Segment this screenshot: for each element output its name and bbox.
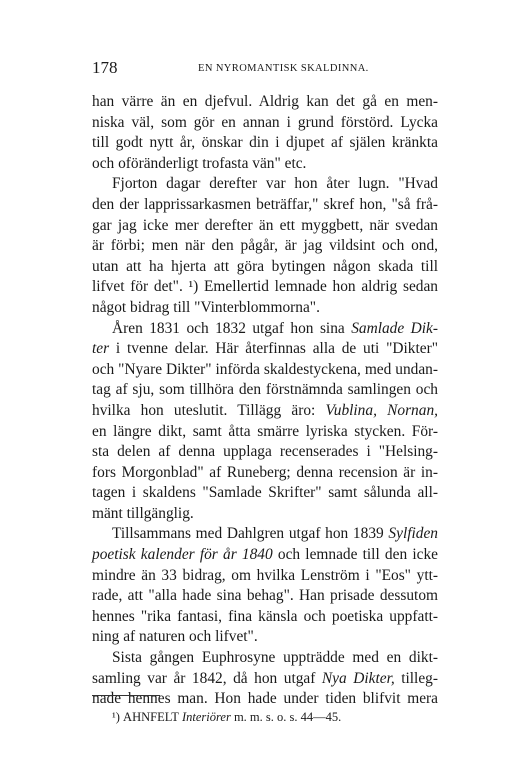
text-line: hvilka hon uteslutit. Tillägg äro: Vublina, Nornan,: [92, 401, 438, 419]
text-line: gar jag icke mer derefter än ett myggbett, när svedan: [92, 216, 438, 234]
text-line: nade hennes man. Hon hade under tiden blifvit mera: [92, 690, 438, 708]
footnote-marker: ¹): [112, 710, 120, 724]
text-line: ning af naturen och lifvet".: [92, 628, 258, 646]
text-line: han värre än en djefvul. Aldrig kan det gå en men-: [92, 93, 438, 110]
footnote: [112, 710, 341, 725]
footnote-rule: [92, 695, 160, 696]
text-line: Åren 1831 och 1832 utgaf hon sina Samlade Dik-: [112, 319, 438, 337]
text-line: Fjorton dagar derefter var hon åter lugn. "Hvad: [112, 175, 438, 193]
text-line: tagen i skaldens "Samlade Skrifter" samt sålunda all-: [92, 484, 438, 502]
text-line: fors Morgonblad" af Runeberg; denna recension är in-: [92, 463, 438, 481]
text-line: något bidrag till "Vinterblommorna".: [92, 298, 320, 316]
running-head: EN NYROMANTISK SKALDINNA.: [198, 63, 369, 74]
text-line: ter i tvenne delar. Här återfinnas alla de uti "Dikter": [92, 340, 438, 358]
text-line: är förbi; men när den pågår, är jag vildsint och ond,: [92, 237, 438, 255]
text-line: mänt tillgänglig.: [92, 504, 194, 522]
text-line: en längre dikt, samt åtta smärre lyriska stycken. För-: [92, 422, 438, 440]
text-line: samling var år 1842, då hon utgaf Nya Dikter, tilleg-: [92, 669, 438, 687]
text-line: och oföränderligt trofasta vän" etc.: [92, 154, 307, 172]
text-line: utan att ha hjerta att göra bytingen någon skada till: [92, 257, 438, 275]
text-line: niska väl, som gör en annan i grund förstörd. Lycka: [92, 113, 438, 131]
text-line: tag af sju, som tillhöra den förstnämnda samlingen och: [92, 381, 438, 399]
text-line: den der lapprissarkasmen beträffar," skref hon, "så frå-: [92, 195, 438, 213]
text-line: Tillsammans med Dahlgren utgaf hon 1839 Sylfiden: [112, 525, 438, 543]
page-number: 178: [92, 58, 118, 77]
text-line: lifvet för det". ¹) Emellertid lemnade hon aldrig sedan: [92, 278, 438, 296]
text-line: Sista gången Euphrosyne uppträdde med en dikt-: [112, 649, 438, 667]
text-line: sta delen af denna upplaga recenserades i "Helsing-: [92, 443, 438, 461]
text-line: och "Nyare Dikter" införda skaldestyckena, med undan-: [92, 360, 438, 378]
text-line: poetisk kalender för år 1840 och lemnade till den icke: [92, 546, 438, 564]
footnote-rest: m. m. s. o. s. 44—45.: [233, 710, 342, 724]
text-line: mindre än 33 bidrag, om hvilka Lenström i "Eos" ytt-: [92, 566, 438, 584]
text-line: rade, att "alla hade sina behag". Han prisade dessutom: [92, 587, 438, 605]
footnote-author: AHNFELT: [123, 710, 179, 724]
text-line: till godt nytt år, önskar din i djupet af själen kränkta: [92, 134, 438, 152]
text-line: hennes "rika fantasi, fina känsla och poetiska uppfatt-: [92, 607, 438, 625]
footnote-title: Interiörer: [181, 710, 231, 724]
page-header: [92, 58, 438, 78]
body-text: [92, 92, 438, 710]
